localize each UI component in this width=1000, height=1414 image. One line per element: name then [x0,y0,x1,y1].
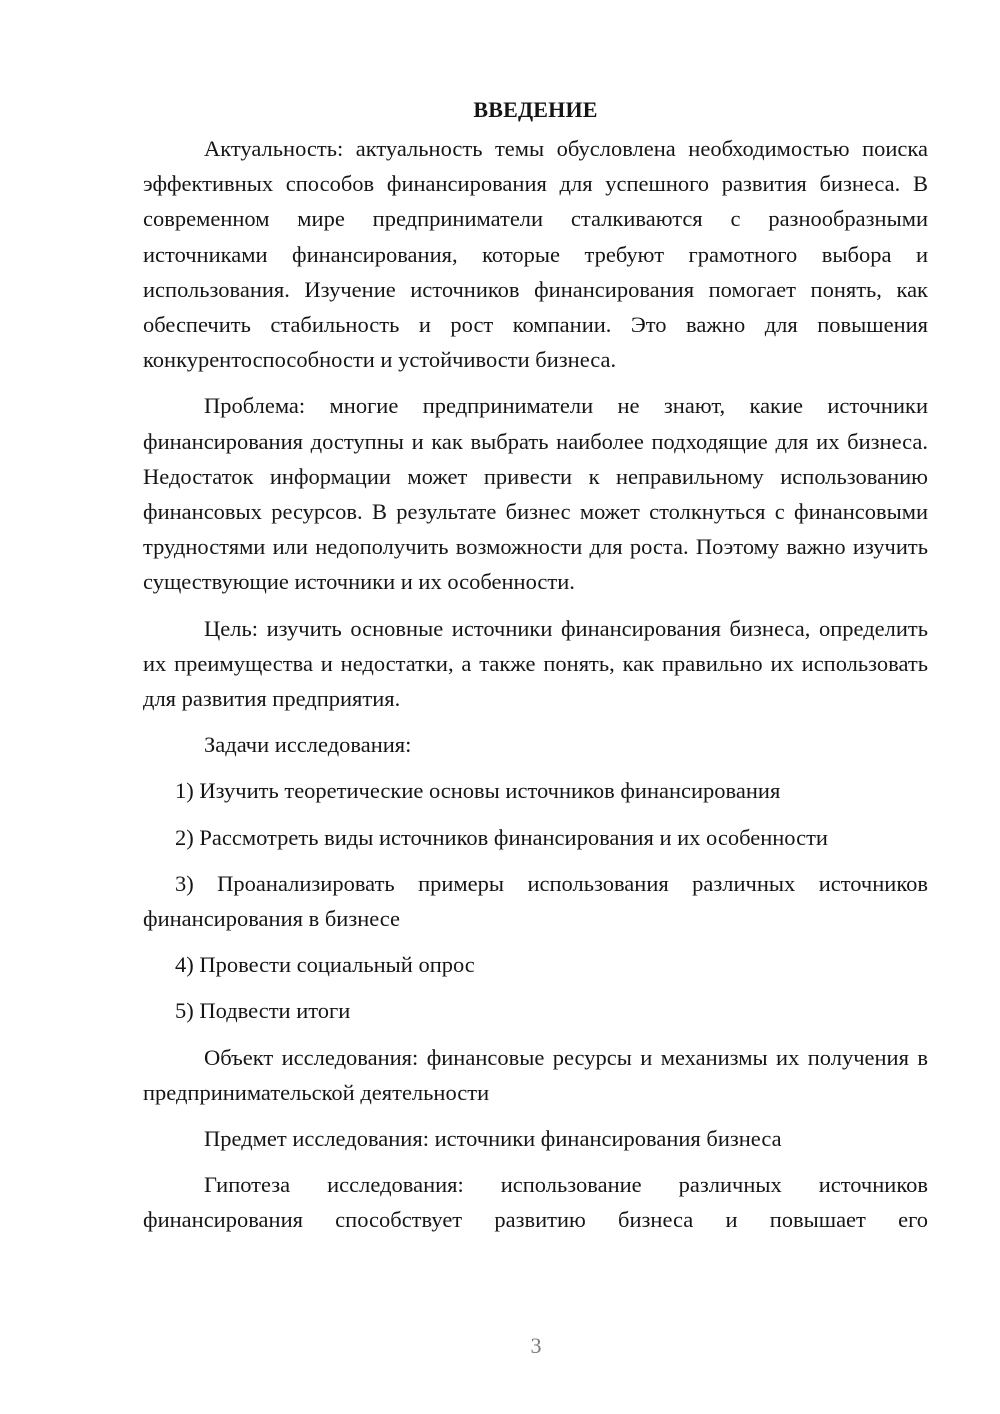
paragraph-goal: Цель: изучить основные источники финансирования бизнеса, определить их преимущества и недостатки, а также понять, как правильно их использовать для развития предприятия. [143,615,928,712]
task-item-1: 1) Изучить теоретические основы источников финансирования [175,778,781,804]
task-item-4: 4) Провести социальный опрос [175,952,475,978]
paragraph-problem: Проблема: многие предприниматели не знают, какие источники финансирования доступны и как выбрать наиболее подходящие для их бизнеса. Недостаток информации может привести к неправильному использованию финансовых ресурсов. В результате бизнес может столкнуться с финансовыми трудностями или недополучить возможности для роста. Поэтому важно изучить существующие источники и их особенности. [143,393,928,595]
paragraph-relevance: Актуальность: актуальность темы обусловлена необходимостью поиска эффективных способов финансирования для успешного развития бизнеса. В современном мире предприниматели сталкиваются с разнообразными источниками финансирования, которые требуют грамотного выбора и использования. Изучение источников финансирования помогает понять, как обеспечить стабильность и рост компании. Это важно для повышения конкурентоспособности и устойчивости бизнеса. [143,136,928,373]
paragraph-hypothesis: Гипотеза исследования: использование различных источников финансирования способствует развитию бизнеса и повышает его [143,1172,928,1233]
paragraph-object: Объект исследования: финансовые ресурсы и механизмы их получения в предпринимательской деятельности [143,1044,928,1105]
task-item-2: 2) Рассмотреть виды источников финансирования и их особенности [175,824,828,850]
task-item-5: 5) Подвести итоги [175,998,351,1024]
paragraph-subject: Предмет исследования: источники финансирования бизнеса [204,1126,782,1152]
document-page [143,92,928,1249]
section-title: ВВЕДЕНИЕ [473,97,598,122]
page-number: 3 [530,1333,542,1358]
task-item-3: 3) Проанализировать примеры использования различных источников финансирования в бизнесе [143,870,928,932]
tasks-heading: Задачи исследования: [204,732,412,758]
